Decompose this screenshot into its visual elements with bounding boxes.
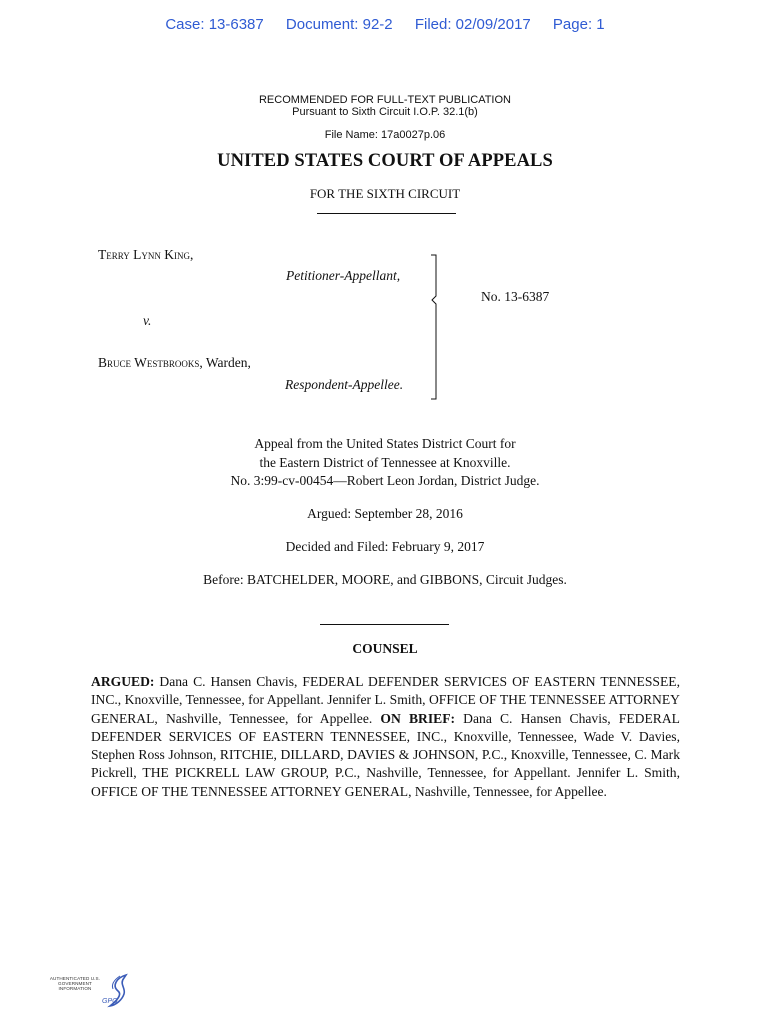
argued-date: Argued: September 28, 2016 — [307, 506, 463, 521]
respondent-line — [98, 355, 251, 371]
respondent-title: Warden, — [202, 355, 251, 370]
case-number-header: Case: 13-6387 — [165, 16, 264, 33]
gpo-eagle-icon — [106, 972, 132, 1016]
court-title: UNITED STATES COURT OF APPEALS — [217, 151, 553, 171]
gpo-seal — [44, 972, 134, 1018]
title-divider — [317, 213, 456, 214]
caption-bracket — [430, 254, 438, 400]
circuit-name: FOR THE SIXTH CIRCUIT — [309, 186, 461, 201]
case-header — [0, 16, 770, 33]
on-brief-counsel: Dana C. Hansen Chavis, FEDERAL DEFENDER SERVICES OF EASTERN TENNESSEE, INC., Knoxville, Tennessee, Wade V. Davies, Stephen Ross Johnson, RITCHIE, DILLARD, DAVIES & JOHNSON, P.C., Knoxville, Tennessee, C. Mark Pickrell, THE PICKRELL LAW GROUP, P.C., Nashville, Tennessee, for Appellant. Jennifer L. Smith, OFFICE OF THE TENNESSEE ATTORNEY GENERAL, Nashville, Tennessee, for Appellee. — [91, 710, 680, 799]
counsel-divider — [320, 624, 449, 625]
file-name: File Name: 17a0027p.06 — [324, 129, 446, 141]
page-number-header: Page: 1 — [552, 16, 605, 33]
case-number: No. 13-6387 — [481, 289, 550, 304]
panel-judges: Before: BATCHELDER, MOORE, and GIBBONS, Circuit Judges. — [203, 572, 567, 587]
counsel-heading: COUNSEL — [352, 641, 418, 656]
counsel-paragraph — [91, 673, 680, 801]
argued-counsel: Dana C. Hansen Chavis, FEDERAL DEFENDER SERVICES OF EASTERN TENNESSEE, INC., Knoxville, Tennessee, for Appellant. Jennifer L. Smith, OFFICE OF THE TENNESSEE ATTORNEY GENERAL, Nashville, Tennessee, for Appellee. — [91, 674, 680, 726]
publication-rule: Pursuant to Sixth Circuit I.O.P. 32.1(b) — [292, 106, 478, 118]
appeal-line-3: No. 3:99-cv-00454—Robert Leon Jordan, District Judge. — [230, 473, 540, 488]
argued-label: ARGUED: — [91, 674, 155, 689]
respondent-role: Respondent-Appellee. — [285, 377, 404, 392]
petitioner-name: Terry Lynn King, — [98, 247, 194, 262]
appeal-line-1: Appeal from the United States District Court for — [254, 436, 516, 451]
petitioner-role: Petitioner-Appellant, — [286, 268, 401, 283]
document-number-header: Document: 92-2 — [285, 16, 393, 33]
on-brief-label: ON BRIEF: — [380, 710, 456, 726]
gpo-mark: GPO — [102, 998, 118, 1005]
versus: v. — [143, 313, 152, 328]
respondent-name: Bruce Westbrooks, — [98, 355, 203, 370]
appeal-line-2: the Eastern District of Tennessee at Knoxville. — [259, 455, 511, 470]
gpo-seal-text: AUTHENTICATED U.S. GOVERNMENT INFORMATION — [49, 976, 101, 991]
publication-recommendation: RECOMMENDED FOR FULL-TEXT PUBLICATION — [258, 94, 511, 106]
filed-date-header: Filed: 02/09/2017 — [414, 16, 531, 33]
decided-date: Decided and Filed: February 9, 2017 — [285, 539, 485, 554]
